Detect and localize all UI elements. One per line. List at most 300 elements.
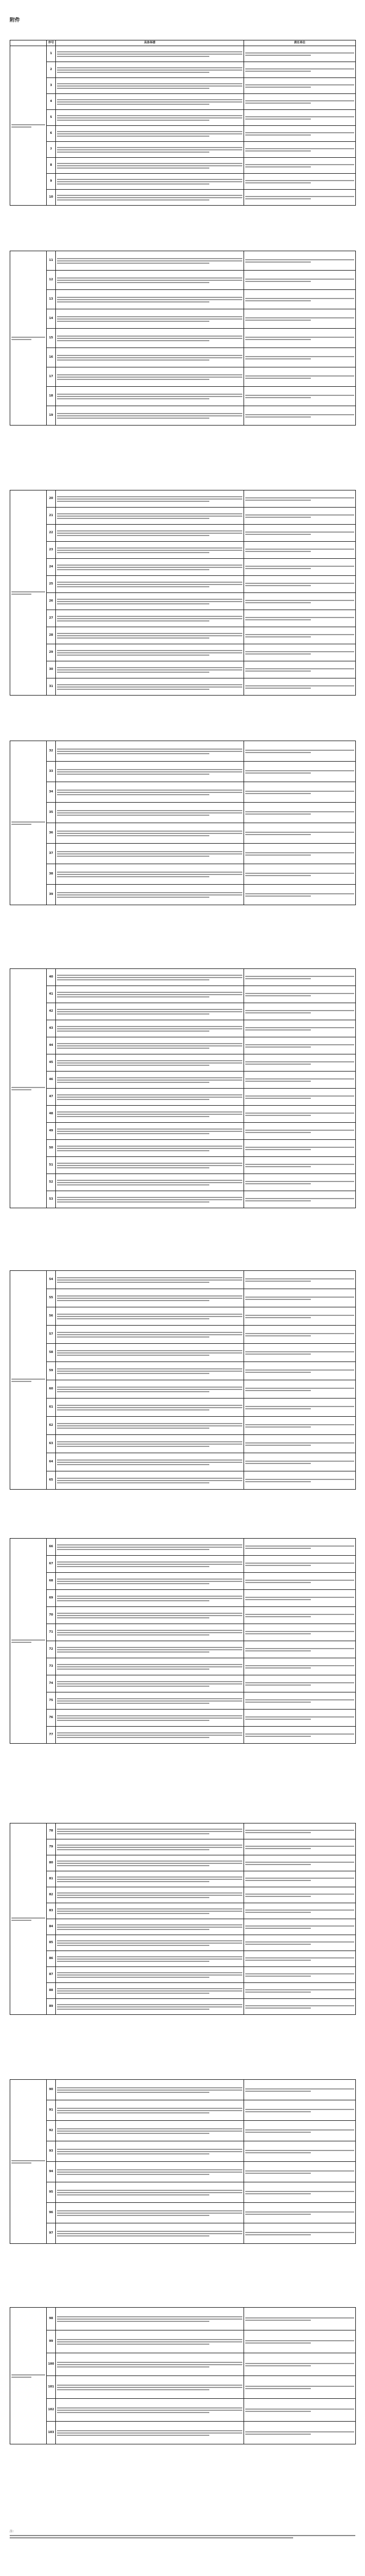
- task-table-section-6: [10, 1270, 356, 1490]
- row-number: 76: [47, 1710, 56, 1727]
- row-number: 4: [47, 94, 56, 110]
- department-cell: [244, 1573, 356, 1590]
- task-cell: [56, 1658, 244, 1675]
- row-number: 55: [47, 1289, 56, 1307]
- department-cell: [244, 803, 356, 823]
- department-cell: [244, 2162, 356, 2182]
- row-number: 40: [47, 969, 56, 986]
- table-row: [10, 329, 356, 348]
- row-number: 22: [47, 525, 56, 542]
- task-cell: [56, 1003, 244, 1020]
- table-row: [10, 1935, 356, 1951]
- task-cell: [56, 1903, 244, 1919]
- row-number: 98: [47, 2308, 56, 2330]
- task-cell: [56, 1344, 244, 1362]
- task-cell: [56, 271, 244, 290]
- table-row: [10, 1556, 356, 1573]
- task-cell: [56, 1174, 244, 1191]
- task-cell: [56, 2080, 244, 2100]
- department-cell: [244, 1839, 356, 1855]
- row-number: 20: [47, 490, 56, 508]
- row-number: 25: [47, 576, 56, 593]
- department-cell: [244, 2330, 356, 2353]
- row-number: 46: [47, 1072, 56, 1089]
- row-number: 16: [47, 348, 56, 367]
- table-row: [10, 1607, 356, 1624]
- table-row: [10, 844, 356, 864]
- row-number: 31: [47, 678, 56, 696]
- department-cell: [244, 1951, 356, 1967]
- table-row: [10, 2182, 356, 2203]
- area-cell: [10, 490, 47, 696]
- row-number: 83: [47, 1903, 56, 1919]
- row-number: 100: [47, 2353, 56, 2376]
- table-row: [10, 174, 356, 190]
- task-cell: [56, 1037, 244, 1054]
- row-number: 59: [47, 1362, 56, 1380]
- table-row: [10, 1157, 356, 1174]
- table-row: [10, 1692, 356, 1710]
- row-number: 41: [47, 986, 56, 1003]
- row-number: 99: [47, 2330, 56, 2353]
- table-row: [10, 490, 356, 508]
- task-cell: [56, 2100, 244, 2121]
- task-table-section-9: [10, 2079, 356, 2244]
- department-cell: [244, 1417, 356, 1435]
- task-cell: [56, 1573, 244, 1590]
- task-cell: [56, 576, 244, 593]
- department-cell: [244, 329, 356, 348]
- row-number: 75: [47, 1692, 56, 1710]
- task-cell: [56, 1157, 244, 1174]
- task-cell: [56, 1967, 244, 1983]
- row-number: 19: [47, 406, 56, 426]
- row-number: 56: [47, 1307, 56, 1326]
- table-header-cell: 序号: [47, 40, 56, 46]
- department-cell: [244, 1123, 356, 1140]
- table-row: [10, 1624, 356, 1641]
- row-number: 92: [47, 2121, 56, 2141]
- row-number: 28: [47, 627, 56, 644]
- task-cell: [56, 969, 244, 986]
- task-cell: [56, 1072, 244, 1089]
- table-row: [10, 2121, 356, 2141]
- task-cell: [56, 406, 244, 426]
- row-number: 52: [47, 1174, 56, 1191]
- task-cell: [56, 1692, 244, 1710]
- department-cell: [244, 1727, 356, 1744]
- row-number: 77: [47, 1727, 56, 1744]
- row-number: 102: [47, 2399, 56, 2422]
- row-number: 42: [47, 1003, 56, 1020]
- department-cell: [244, 290, 356, 309]
- department-cell: [244, 126, 356, 142]
- row-number: 60: [47, 1380, 56, 1399]
- table-row: [10, 2162, 356, 2182]
- table-row: [10, 290, 356, 309]
- table-row: [10, 1855, 356, 1871]
- table-header-cell: [10, 40, 47, 46]
- table-row: [10, 1590, 356, 1607]
- row-number: 50: [47, 1140, 56, 1157]
- department-cell: [244, 593, 356, 610]
- row-number: 74: [47, 1675, 56, 1692]
- row-number: 30: [47, 661, 56, 678]
- table-row: [10, 1641, 356, 1658]
- table-row: [10, 2308, 356, 2330]
- task-cell: [56, 542, 244, 559]
- department-cell: [244, 2100, 356, 2121]
- row-number: 87: [47, 1967, 56, 1983]
- task-cell: [56, 490, 244, 508]
- table-row: [10, 2203, 356, 2223]
- row-number: 1: [47, 46, 56, 62]
- row-number: 95: [47, 2182, 56, 2203]
- table-row: [10, 741, 356, 762]
- task-cell: [56, 1054, 244, 1072]
- task-cell: [56, 367, 244, 387]
- task-cell: [56, 678, 244, 696]
- task-cell: [56, 1399, 244, 1417]
- department-cell: [244, 2308, 356, 2330]
- department-cell: [244, 1326, 356, 1344]
- row-number: 81: [47, 1871, 56, 1887]
- department-cell: [244, 1344, 356, 1362]
- department-cell: [244, 1037, 356, 1054]
- task-cell: [56, 1590, 244, 1607]
- department-cell: [244, 251, 356, 271]
- row-number: 53: [47, 1191, 56, 1208]
- task-cell: [56, 2308, 244, 2330]
- task-cell: [56, 174, 244, 190]
- department-cell: [244, 1157, 356, 1174]
- department-cell: [244, 158, 356, 174]
- area-cell: [10, 2080, 47, 2244]
- department-cell: [244, 1020, 356, 1037]
- row-number: 33: [47, 762, 56, 782]
- table-row: [10, 1727, 356, 1744]
- department-cell: [244, 661, 356, 678]
- table-row: [10, 367, 356, 387]
- department-cell: [244, 1271, 356, 1289]
- department-cell: [244, 576, 356, 593]
- department-cell: [244, 1399, 356, 1417]
- table-row: [10, 2100, 356, 2121]
- table-row: [10, 823, 356, 844]
- table-row: [10, 1140, 356, 1157]
- row-number: 79: [47, 1839, 56, 1855]
- table-row: [10, 2223, 356, 2244]
- task-cell: [56, 1919, 244, 1935]
- row-number: 85: [47, 1935, 56, 1951]
- area-cell: [10, 1823, 47, 2015]
- department-cell: [244, 885, 356, 905]
- department-cell: [244, 1607, 356, 1624]
- row-number: 49: [47, 1123, 56, 1140]
- department-cell: [244, 969, 356, 986]
- table-row: [10, 1191, 356, 1208]
- row-number: 63: [47, 1435, 56, 1453]
- department-cell: [244, 1140, 356, 1157]
- row-number: 34: [47, 782, 56, 803]
- department-cell: [244, 542, 356, 559]
- task-cell: [56, 593, 244, 610]
- table-row: [10, 1123, 356, 1140]
- table-row: [10, 1919, 356, 1935]
- department-cell: [244, 1871, 356, 1887]
- task-cell: [56, 1855, 244, 1871]
- row-number: 71: [47, 1624, 56, 1641]
- row-number: 9: [47, 174, 56, 190]
- task-cell: [56, 1675, 244, 1692]
- row-number: 26: [47, 593, 56, 610]
- table-row: [10, 1106, 356, 1123]
- task-cell: [56, 627, 244, 644]
- table-row: [10, 62, 356, 78]
- task-cell: [56, 1607, 244, 1624]
- task-cell: [56, 559, 244, 576]
- task-cell: [56, 110, 244, 126]
- department-cell: [244, 387, 356, 406]
- task-cell: [56, 2376, 244, 2399]
- row-number: 62: [47, 1417, 56, 1435]
- task-table-section-1: [10, 40, 356, 206]
- task-cell: [56, 1307, 244, 1326]
- table-row: [10, 1453, 356, 1471]
- table-row: [10, 864, 356, 885]
- row-number: 14: [47, 309, 56, 329]
- task-cell: [56, 782, 244, 803]
- department-cell: [244, 1590, 356, 1607]
- task-cell: [56, 2422, 244, 2444]
- table-header-cell: 具体举措: [56, 40, 244, 46]
- table-row: [10, 1380, 356, 1399]
- row-number: 11: [47, 251, 56, 271]
- department-cell: [244, 348, 356, 367]
- table-row: [10, 1983, 356, 1999]
- department-cell: [244, 1307, 356, 1326]
- department-cell: [244, 1823, 356, 1839]
- task-cell: [56, 1556, 244, 1573]
- table-row: [10, 1710, 356, 1727]
- row-number: 54: [47, 1271, 56, 1289]
- table-row: [10, 1539, 356, 1556]
- task-cell: [56, 2182, 244, 2203]
- row-number: 84: [47, 1919, 56, 1935]
- task-cell: [56, 1539, 244, 1556]
- table-row: [10, 2080, 356, 2100]
- area-cell: [10, 1539, 47, 1744]
- table-row: [10, 1999, 356, 2015]
- table-row: [10, 406, 356, 426]
- table-row: [10, 1072, 356, 1089]
- table-row: [10, 1344, 356, 1362]
- department-cell: [244, 1692, 356, 1710]
- task-cell: [56, 142, 244, 158]
- task-cell: [56, 2330, 244, 2353]
- row-number: 21: [47, 508, 56, 525]
- task-cell: [56, 1380, 244, 1399]
- table-row: [10, 158, 356, 174]
- task-cell: [56, 2141, 244, 2162]
- task-cell: [56, 1020, 244, 1037]
- department-cell: [244, 1967, 356, 1983]
- row-number: 103: [47, 2422, 56, 2444]
- department-cell: [244, 2141, 356, 2162]
- department-cell: [244, 1380, 356, 1399]
- task-cell: [56, 864, 244, 885]
- row-number: 70: [47, 1607, 56, 1624]
- table-row: [10, 576, 356, 593]
- row-number: 13: [47, 290, 56, 309]
- task-cell: [56, 2121, 244, 2141]
- row-number: 17: [47, 367, 56, 387]
- table-row: [10, 986, 356, 1003]
- row-number: 80: [47, 1855, 56, 1871]
- department-cell: [244, 1362, 356, 1380]
- table-row: [10, 1823, 356, 1839]
- table-row: [10, 1417, 356, 1435]
- department-cell: [244, 62, 356, 78]
- table-row: [10, 1471, 356, 1490]
- department-cell: [244, 1289, 356, 1307]
- department-cell: [244, 1054, 356, 1072]
- row-number: 37: [47, 844, 56, 864]
- department-cell: [244, 864, 356, 885]
- task-cell: [56, 1123, 244, 1140]
- table-row: [10, 110, 356, 126]
- row-number: 12: [47, 271, 56, 290]
- task-cell: [56, 1106, 244, 1123]
- task-table-section-8: [10, 1823, 356, 2015]
- row-number: 24: [47, 559, 56, 576]
- task-table-section-4: [10, 741, 356, 905]
- department-cell: [244, 1710, 356, 1727]
- department-cell: [244, 110, 356, 126]
- task-cell: [56, 1089, 244, 1106]
- department-cell: [244, 559, 356, 576]
- row-number: 90: [47, 2080, 56, 2100]
- row-number: 78: [47, 1823, 56, 1839]
- department-cell: [244, 46, 356, 62]
- department-cell: [244, 2080, 356, 2100]
- table-row: [10, 2141, 356, 2162]
- table-row: [10, 644, 356, 661]
- table-row: [10, 593, 356, 610]
- department-cell: [244, 678, 356, 696]
- task-cell: [56, 1362, 244, 1380]
- task-cell: [56, 158, 244, 174]
- table-row: [10, 1307, 356, 1326]
- department-cell: [244, 142, 356, 158]
- task-cell: [56, 62, 244, 78]
- task-cell: [56, 190, 244, 206]
- notes: [10, 2529, 355, 2540]
- task-cell: [56, 762, 244, 782]
- row-number: 86: [47, 1951, 56, 1967]
- area-cell: [10, 251, 47, 426]
- department-cell: [244, 823, 356, 844]
- table-row: [10, 271, 356, 290]
- department-cell: [244, 2353, 356, 2376]
- row-number: 64: [47, 1453, 56, 1471]
- row-number: 69: [47, 1590, 56, 1607]
- area-cell: [10, 2308, 47, 2444]
- task-cell: [56, 1710, 244, 1727]
- row-number: 27: [47, 610, 56, 627]
- department-cell: [244, 78, 356, 94]
- table-row: [10, 2330, 356, 2353]
- department-cell: [244, 190, 356, 206]
- table-row: [10, 2376, 356, 2399]
- task-cell: [56, 1823, 244, 1839]
- table-row: [10, 1271, 356, 1289]
- department-cell: [244, 1106, 356, 1123]
- row-number: 67: [47, 1556, 56, 1573]
- task-cell: [56, 2203, 244, 2223]
- table-row: [10, 1903, 356, 1919]
- row-number: 5: [47, 110, 56, 126]
- row-number: 10: [47, 190, 56, 206]
- table-row: [10, 782, 356, 803]
- task-cell: [56, 1417, 244, 1435]
- row-number: 89: [47, 1999, 56, 2015]
- department-cell: [244, 1624, 356, 1641]
- task-cell: [56, 525, 244, 542]
- task-cell: [56, 741, 244, 762]
- department-cell: [244, 1453, 356, 1471]
- row-number: 58: [47, 1344, 56, 1362]
- task-table-section-5: [10, 968, 356, 1208]
- task-table-section-2: [10, 251, 356, 426]
- department-cell: [244, 367, 356, 387]
- table-row: [10, 46, 356, 62]
- department-cell: [244, 644, 356, 661]
- area-cell: [10, 741, 47, 905]
- table-row: [10, 1675, 356, 1692]
- task-cell: [56, 1453, 244, 1471]
- row-number: 32: [47, 741, 56, 762]
- table-row: [10, 1054, 356, 1072]
- department-cell: [244, 1174, 356, 1191]
- table-row: [10, 1573, 356, 1590]
- task-cell: [56, 2223, 244, 2244]
- task-cell: [56, 1140, 244, 1157]
- row-number: 61: [47, 1399, 56, 1417]
- table-row: [10, 1951, 356, 1967]
- row-number: 43: [47, 1020, 56, 1037]
- department-cell: [244, 2223, 356, 2244]
- table-row: [10, 78, 356, 94]
- task-cell: [56, 1999, 244, 2015]
- task-cell: [56, 94, 244, 110]
- row-number: 23: [47, 542, 56, 559]
- task-cell: [56, 508, 244, 525]
- table-row: [10, 508, 356, 525]
- task-cell: [56, 823, 244, 844]
- task-cell: [56, 1641, 244, 1658]
- table-row: [10, 542, 356, 559]
- table-row: [10, 678, 356, 696]
- department-cell: [244, 2376, 356, 2399]
- department-cell: [244, 1003, 356, 1020]
- department-cell: [244, 2399, 356, 2422]
- task-cell: [56, 885, 244, 905]
- row-number: 72: [47, 1641, 56, 1658]
- department-cell: [244, 1191, 356, 1208]
- row-number: 57: [47, 1326, 56, 1344]
- table-row: [10, 627, 356, 644]
